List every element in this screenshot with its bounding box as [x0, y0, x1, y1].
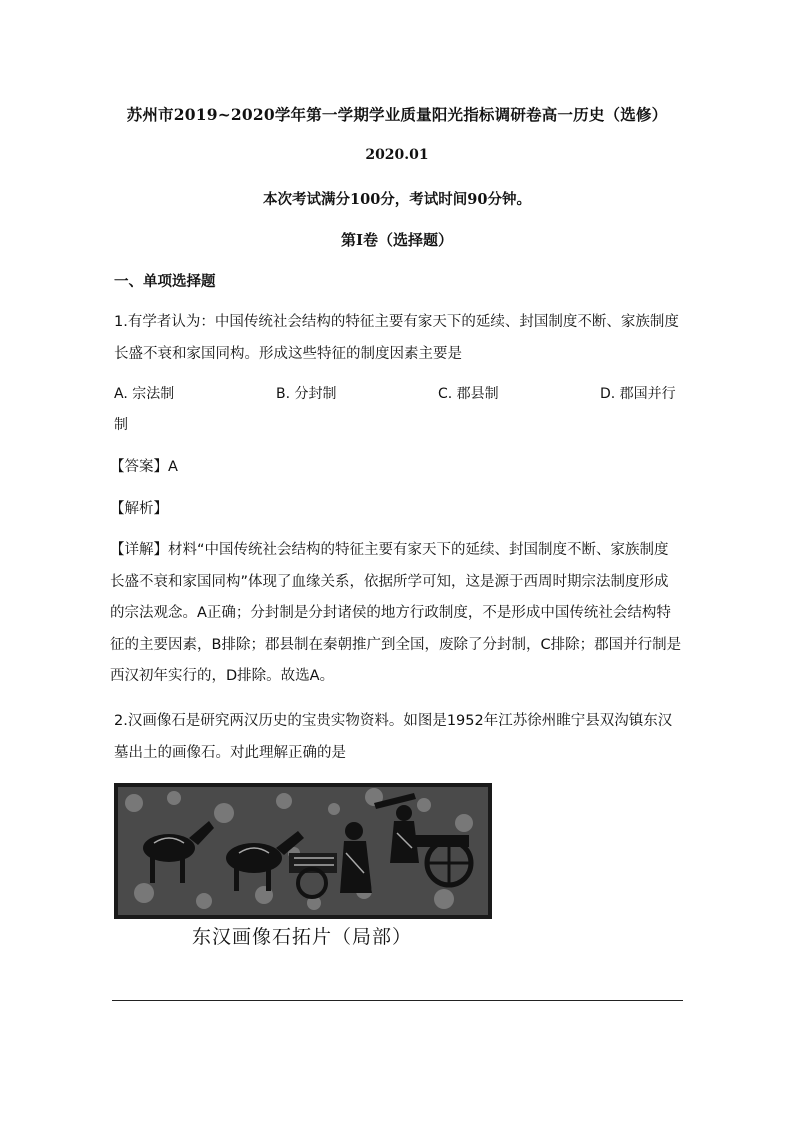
option-d-wrap: 制	[114, 417, 128, 433]
option-b: B. 分封制	[276, 386, 337, 402]
detail-explanation: 【详解】材料“中国传统社会结构的特征主要有家天下的延续、封国制度不断、家族制度长盛不衰和家国同构”体现了血缘关系，依据所学可知，这是源于西周时期宗法制度形成的宗法观念。A正确；分封制是分封诸侯的地方行政制度，不是形成中国传统社会结构特征的主要因素，B排除；郡县制在秦朝推广到全国，废除了分封制，C排除；郡国并行制是西汉初年实行的，D排除。故选A。	[110, 542, 682, 684]
exam-title: 苏州市2019~2020学年第一学期学业质量阳光指标调研卷高一历史（选修）	[126, 105, 668, 124]
option-c: C. 郡县制	[438, 386, 499, 402]
figure-caption: 东汉画像石拓片（局部）	[192, 926, 413, 948]
question-1-text: 1.有学者认为：中国传统社会结构的特征主要有家天下的延续、封国制度不断、家族制度长盛不衰和家国同构。形成这些特征的制度因素主要是	[114, 314, 679, 362]
option-d: D. 郡国并行	[600, 386, 676, 402]
part-heading: 第Ⅰ卷（选择题）	[340, 231, 454, 249]
exam-date: 2020.01	[365, 147, 429, 163]
answer-label: 【答案】A	[110, 459, 178, 475]
section-heading: 一、单项选择题	[114, 273, 216, 290]
stone-relief-rubbing-image	[114, 783, 492, 919]
option-a: A. 宗法制	[114, 386, 175, 402]
bottom-divider	[112, 1000, 683, 1001]
exam-notice: 本次考试满分100分，考试时间90分钟。	[263, 191, 531, 208]
analysis-label: 【解析】	[110, 501, 168, 517]
question-2-text: 2.汉画像石是研究两汉历史的宝贵实物资料。如图是1952年江苏徐州睢宁县双沟镇东汉墓出土的画像石。对此理解正确的是	[114, 713, 673, 761]
